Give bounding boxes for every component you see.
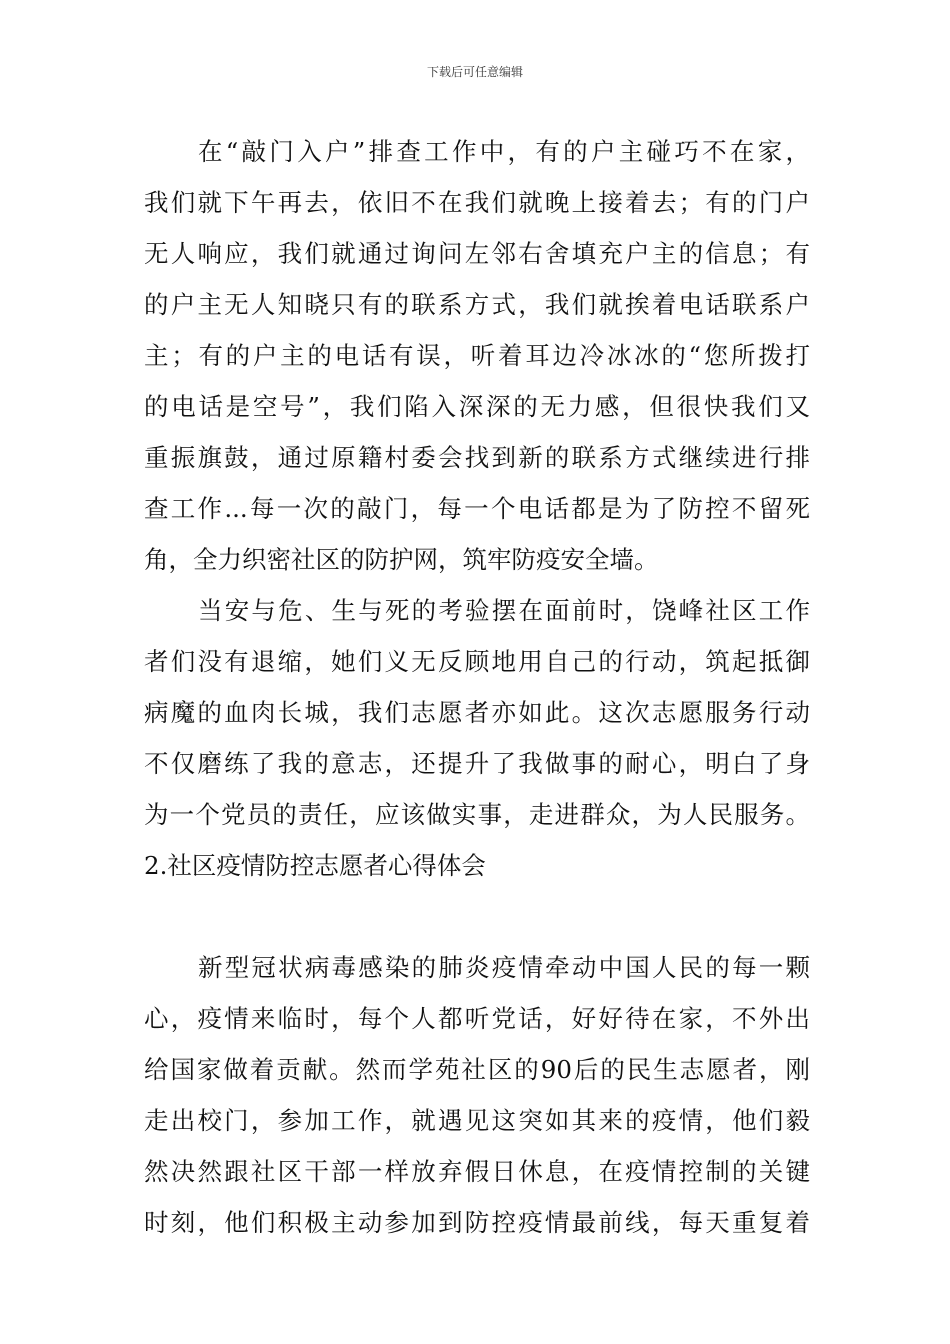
paragraph-line: 的户主无人知晓只有的联系方式，我们就挨着电话联系户 bbox=[144, 290, 810, 319]
page-header-note: 下载后可任意编辑 bbox=[426, 65, 523, 79]
paragraph-line: 者们没有退缩，她们义无反顾地用自己的行动，筑起抵御 bbox=[144, 647, 810, 676]
paragraph-line: 我们就下午再去，依旧不在我们就晚上接着去；有的门户 bbox=[144, 188, 810, 217]
paragraph-line: 主；有的户主的电话有误，听着耳边冷冰冰的“您所拨打 bbox=[144, 341, 810, 370]
paragraph-line: 当安与危、生与死的考验摆在面前时，饶峰社区工作 bbox=[198, 596, 810, 625]
paragraph-line: 时刻，他们积极主动参加到防控疫情最前线，每天重复着 bbox=[144, 1208, 810, 1237]
paragraph-line: 病魔的血肉长城，我们志愿者亦如此。这次志愿服务行动 bbox=[144, 698, 810, 727]
section-heading: 2.社区疫情防控志愿者心得体会 bbox=[144, 851, 486, 880]
blank-spacer bbox=[144, 891, 810, 942]
paragraph-door-knocking bbox=[144, 126, 810, 585]
paragraph-line: 查工作...每一次的敲门，每一个电话都是为了防控不留死 bbox=[144, 494, 810, 523]
paragraph-line: 然决然跟社区干部一样放弃假日休息，在疫情控制的关键 bbox=[144, 1157, 810, 1186]
paragraph-line: 不仅磨练了我的意志，还提升了我做事的耐心，明白了身 bbox=[144, 749, 810, 778]
paragraph-line: 心，疫情来临时，每个人都听党话，好好待在家，不外出 bbox=[144, 1004, 810, 1033]
paragraph-line: 给国家做着贡献。然而学苑社区的90后的民生志愿者，刚 bbox=[144, 1055, 810, 1084]
paragraph-line: 为一个党员的责任，应该做实事，走进群众，为人民服务。 bbox=[144, 800, 810, 829]
paragraph-community-workers bbox=[144, 585, 810, 840]
paragraph-line: 角，全力织密社区的防护网，筑牢防疫安全墙。 bbox=[144, 545, 659, 574]
paragraph-line: 新型冠状病毒感染的肺炎疫情牵动中国人民的每一颗 bbox=[198, 953, 810, 982]
document-body bbox=[144, 126, 810, 1248]
paragraph-volunteers bbox=[144, 942, 810, 1248]
paragraph-line: 的电话是空号”，我们陷入深深的无力感，但很快我们又 bbox=[144, 392, 810, 421]
paragraph-line: 在“敲门入户”排查工作中，有的户主碰巧不在家， bbox=[198, 137, 810, 166]
paragraph-line: 无人响应，我们就通过询问左邻右舍填充户主的信息；有 bbox=[144, 239, 810, 268]
paragraph-line: 重振旗鼓，通过原籍村委会找到新的联系方式继续进行排 bbox=[144, 443, 810, 472]
paragraph-line: 走出校门，参加工作，就遇见这突如其来的疫情，他们毅 bbox=[144, 1106, 810, 1135]
